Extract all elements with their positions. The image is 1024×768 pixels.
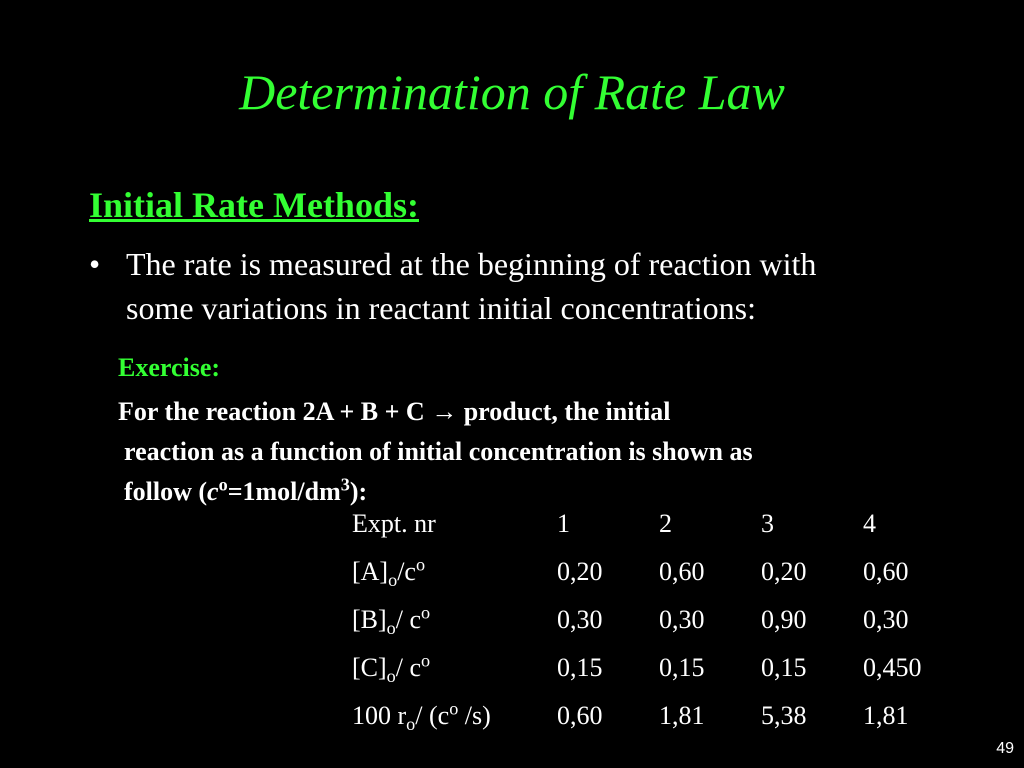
table-row-label bbox=[352, 596, 557, 644]
exercise-line-3-c: c bbox=[207, 477, 219, 506]
label-sub: o bbox=[388, 570, 398, 591]
label-sub: o bbox=[386, 618, 396, 639]
label-sup: o bbox=[421, 602, 431, 623]
exercise-line-3-part-b: =1mol/dm bbox=[227, 477, 341, 506]
table-header-cell: 1 bbox=[557, 509, 570, 538]
table-cell: 0,30 bbox=[863, 605, 909, 634]
table-row-label bbox=[352, 692, 557, 740]
exercise-line-1 bbox=[118, 397, 671, 426]
table-header-label: Expt. nr bbox=[352, 509, 436, 538]
table-cell: 0,15 bbox=[659, 653, 705, 682]
table-cell: 0,60 bbox=[863, 557, 909, 586]
table-row bbox=[352, 644, 965, 692]
table-cell: 0,20 bbox=[761, 557, 807, 586]
exercise-label: Exercise: bbox=[118, 353, 221, 382]
table-cell: 0,30 bbox=[557, 605, 603, 634]
table-cell: 1,81 bbox=[863, 701, 909, 730]
label-sub: o bbox=[406, 714, 416, 735]
table-cell: 0,15 bbox=[557, 653, 603, 682]
table-cell: 5,38 bbox=[761, 701, 807, 730]
bullet-text-line-1: The rate is measured at the beginning of reaction with bbox=[126, 246, 817, 282]
label-part: [B] bbox=[352, 605, 387, 634]
table-row bbox=[352, 596, 965, 644]
label-part: [A] bbox=[352, 557, 389, 586]
table-cell: 0,450 bbox=[863, 653, 922, 682]
label-part: /s) bbox=[458, 701, 491, 730]
label-part: / c bbox=[395, 605, 422, 634]
table-header-row bbox=[352, 500, 965, 548]
table-cell: 0,60 bbox=[557, 701, 603, 730]
table-row-label bbox=[352, 548, 557, 596]
exercise-line-2: reaction as a function of initial concentration is shown as bbox=[124, 437, 753, 466]
label-sup: o bbox=[421, 650, 431, 671]
exercise-text bbox=[118, 392, 978, 512]
table-row-label bbox=[352, 644, 557, 692]
label-sup: o bbox=[415, 554, 426, 575]
exercise-line-3-end: ): bbox=[349, 477, 368, 506]
table-cell: 0,30 bbox=[659, 605, 705, 634]
table-cell: 1,81 bbox=[659, 701, 705, 730]
bullet-icon: • bbox=[89, 246, 101, 282]
table-header-cell: 4 bbox=[863, 509, 876, 538]
table-cell: 0,60 bbox=[659, 557, 705, 586]
slide-title: Determination of Rate Law bbox=[239, 64, 785, 120]
table-header-cell: 2 bbox=[659, 509, 672, 538]
table-cell: 0,15 bbox=[761, 653, 807, 682]
exercise-line-3-o: o bbox=[218, 474, 228, 495]
table-row bbox=[352, 548, 965, 596]
label-part: [C] bbox=[352, 653, 387, 682]
label-sub: o bbox=[386, 666, 396, 687]
arrow-icon: → bbox=[431, 397, 458, 426]
bullet-text-line-2: some variations in reactant initial concentrations: bbox=[126, 290, 757, 326]
data-table bbox=[352, 500, 965, 740]
bullet-point bbox=[89, 242, 999, 330]
page-number: 49 bbox=[996, 740, 1014, 757]
section-heading: Initial Rate Methods: bbox=[89, 185, 419, 225]
table-cell: 0,20 bbox=[557, 557, 603, 586]
label-sup: o bbox=[449, 698, 459, 719]
exercise-line-3-sup: 3 bbox=[340, 474, 350, 495]
label-part: / c bbox=[395, 653, 422, 682]
exercise-line-1-part-b: product, the initial bbox=[457, 397, 671, 426]
label-part: 100 r bbox=[352, 701, 407, 730]
table-header-cell: 3 bbox=[761, 509, 774, 538]
exercise-line-3-part-a: follow ( bbox=[124, 477, 208, 506]
label-part: / (c bbox=[415, 701, 450, 730]
exercise-line-1-part-a: For the reaction 2A + B + C bbox=[118, 397, 432, 426]
table-row bbox=[352, 692, 965, 740]
label-part: /c bbox=[397, 557, 416, 586]
table-cell: 0,90 bbox=[761, 605, 807, 634]
